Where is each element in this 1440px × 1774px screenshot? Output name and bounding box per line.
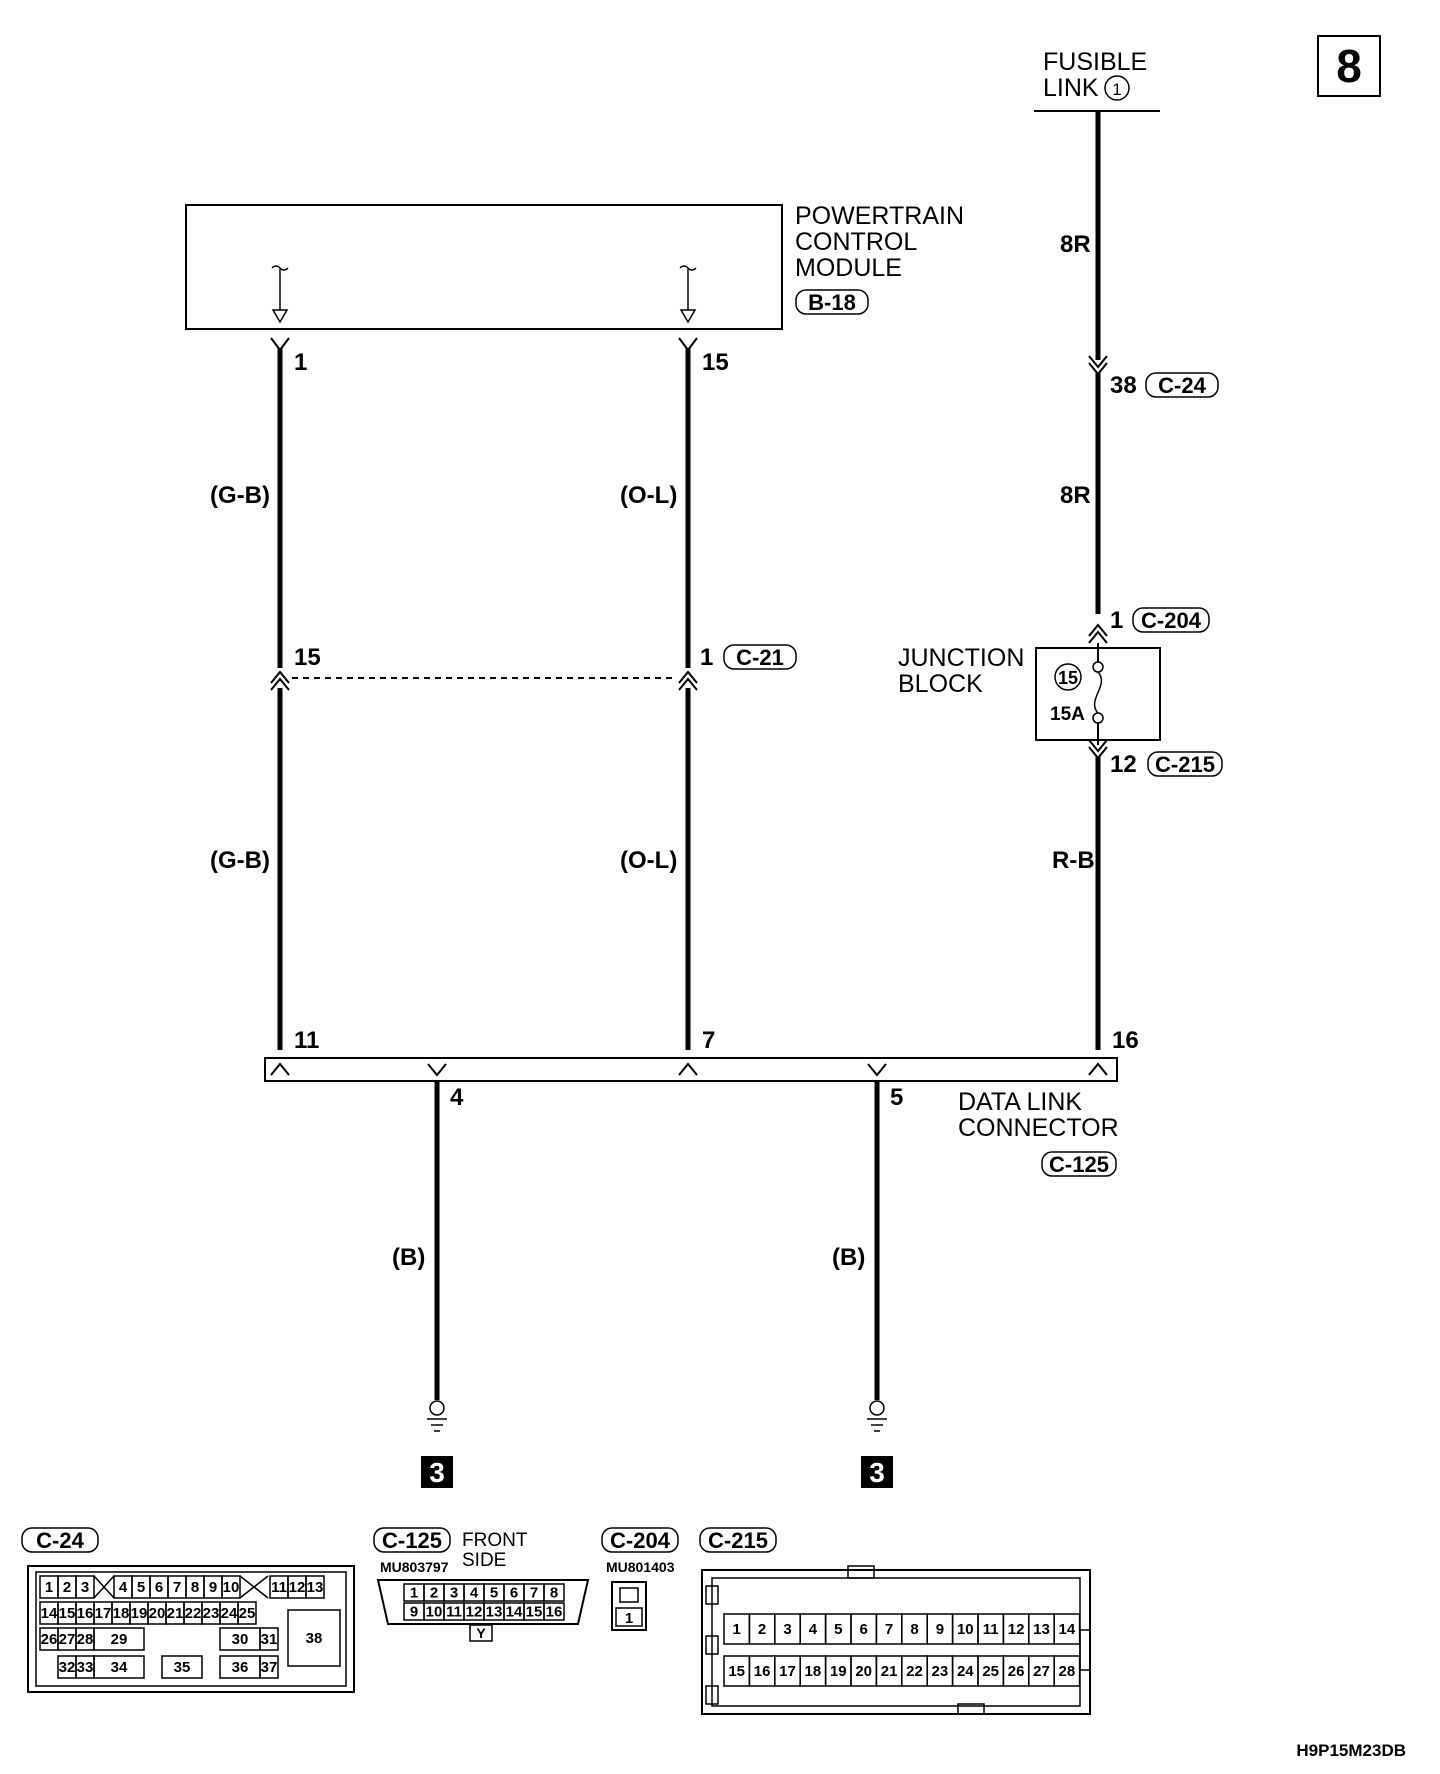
pcm-label-1: POWERTRAIN	[795, 202, 964, 230]
connector-pin-label: 15	[58, 1605, 76, 1622]
connector-pin-label: 9	[409, 1603, 419, 1621]
connector-pin-label: 8	[910, 1621, 919, 1638]
connector-pin-label: 16	[753, 1663, 771, 1680]
connector-pin-label: 23	[931, 1663, 949, 1680]
wire-fusible-link-to-dlc-pin16	[898, 111, 1222, 1054]
c125-face-label: C-125	[382, 1528, 442, 1553]
connector-pin-label: 16	[545, 1603, 563, 1621]
connector-pin-label: 3	[783, 1621, 792, 1638]
wire-color-ground-left: (B)	[392, 1244, 426, 1271]
connector-pin-label: 17	[94, 1605, 112, 1622]
connector-pin-label: 1	[409, 1584, 419, 1602]
connector-pin-label: 18	[112, 1605, 130, 1622]
connector-pin-label: 38	[305, 1630, 323, 1647]
dlc-pin-7: 7	[702, 1027, 716, 1054]
connector-pin-label: 11	[271, 1579, 287, 1596]
dlc-pin-4: 4	[450, 1084, 464, 1111]
connector-pin-label: 12	[465, 1603, 483, 1621]
connector-pin-label: 13	[485, 1603, 503, 1621]
connector-pin-label: 25	[982, 1663, 1000, 1680]
connector-pin-label: 11	[446, 1603, 462, 1621]
dlc-label-1: DATA LINK	[958, 1088, 1083, 1116]
ground-wire-pin5	[832, 1081, 903, 1488]
connector-pin-label: 20	[855, 1663, 873, 1680]
connector-pin-label: 9	[208, 1579, 218, 1596]
connector-pin-label: 16	[76, 1605, 94, 1622]
junction-block-label-2: BLOCK	[898, 670, 983, 698]
dlc-pin-16: 16	[1112, 1027, 1139, 1054]
connector-pin-label: 29	[110, 1631, 128, 1648]
connector-pin-label: 20	[148, 1605, 166, 1622]
connector-pin-label: 35	[173, 1659, 191, 1676]
connector-pin-label: 30	[231, 1631, 249, 1648]
connector-pin-label: 19	[130, 1605, 148, 1622]
pcm-label-3: MODULE	[795, 254, 902, 282]
connector-pin-label: 17	[779, 1663, 796, 1680]
wire-color-left-bottom: (G-B)	[210, 847, 270, 874]
connector-pin-label: 23	[202, 1605, 220, 1622]
jb-in-pin: 1	[1110, 607, 1124, 634]
connector-pin-label: 8	[190, 1579, 200, 1596]
connector-pin-label: 7	[529, 1584, 539, 1602]
connector-pin-label: 14	[505, 1603, 523, 1621]
fuse-number: 15	[1057, 668, 1079, 688]
fusible-link-label-2: LINK	[1043, 74, 1099, 102]
connector-pin-label: 7	[884, 1621, 894, 1638]
c21-pin-1: 1	[700, 644, 714, 671]
connector-pin-label: 14	[1058, 1621, 1076, 1638]
connector-pin-label: 4	[808, 1621, 818, 1638]
c215-connector-label: C-215	[1155, 752, 1215, 777]
connector-pin-label: 6	[859, 1621, 868, 1638]
connector-pin-label: 33	[76, 1659, 94, 1676]
pcm-connector-label: B-18	[808, 290, 856, 315]
c125-connector-label: C-125	[1049, 1152, 1109, 1177]
connector-pin-label: 36	[231, 1659, 249, 1676]
wire-color-ground-right: (B)	[832, 1244, 866, 1271]
page-number-box	[1318, 36, 1380, 96]
c21-pin-15: 15	[294, 644, 321, 671]
connector-pin-label: 15	[525, 1603, 543, 1621]
fusible-link	[1034, 48, 1160, 111]
c21-connector-label: C-21	[736, 645, 784, 670]
connector-pin-label: 11	[982, 1621, 999, 1638]
connector-pin-label: 7	[172, 1579, 182, 1596]
connector-pin-label: 6	[154, 1579, 164, 1596]
figure-code: H9P15M23DB	[1296, 1741, 1406, 1760]
connector-pin-label: 2	[429, 1584, 439, 1602]
connector-pin-label: 3	[80, 1579, 90, 1596]
connector-pin-label: 1	[732, 1621, 741, 1638]
connector-pin-label: 5	[489, 1584, 499, 1602]
fuse-rating: 15A	[1050, 704, 1085, 725]
c215-face-label: C-215	[708, 1528, 768, 1553]
connector-c204-face	[602, 1528, 678, 1630]
powertrain-control-module	[186, 202, 964, 329]
connector-c125-face	[374, 1528, 588, 1641]
wire-color-8r-top: 8R	[1060, 231, 1091, 258]
connector-pin-label: 27	[1033, 1663, 1050, 1680]
dlc-pin-5: 5	[890, 1084, 904, 1111]
connector-pin-label: 5	[136, 1579, 146, 1596]
wire-pcm-pin1-to-dlc-pin11	[210, 338, 321, 1054]
connector-pin-label: 26	[1007, 1663, 1025, 1680]
connector-pin-label: 21	[166, 1605, 184, 1622]
ground-wire-pin4	[392, 1081, 464, 1488]
wire-color-left-top: (G-B)	[210, 482, 270, 509]
c125-key: Y	[476, 1625, 486, 1641]
connector-pin-label: 27	[58, 1631, 76, 1648]
c24-face-label: C-24	[36, 1528, 84, 1553]
connector-pin-label: 4	[118, 1579, 128, 1596]
c125-side-label: SIDE	[462, 1550, 507, 1571]
pcm-pin-1: 1	[294, 349, 308, 376]
connector-c215-face	[700, 1528, 1090, 1714]
c125-front-label: FRONT	[462, 1530, 528, 1551]
connector-pin-label: 25	[238, 1605, 256, 1622]
ground-point-number: 3	[869, 1457, 885, 1488]
connector-pin-label: 10	[425, 1603, 443, 1621]
wire-color-mid-top: (O-L)	[620, 482, 678, 509]
connector-pin-label: 13	[1033, 1621, 1050, 1638]
connector-pin-label: 8	[549, 1584, 559, 1602]
jb-out-pin: 12	[1110, 751, 1137, 778]
blank-cavity-mark	[94, 1576, 114, 1598]
connector-pin-label: 22	[906, 1663, 923, 1680]
pcm-pin-15: 15	[702, 349, 729, 376]
connector-pin-label: 10	[956, 1621, 974, 1638]
c125-part-number: MU803797	[380, 1559, 449, 1575]
connector-pin-label: 12	[1007, 1621, 1025, 1638]
connector-pin-label: 24	[956, 1663, 974, 1680]
connector-pin-label: 2	[757, 1621, 767, 1638]
wire-color-8r-mid: 8R	[1060, 482, 1091, 509]
dlc-pin-11: 11	[294, 1027, 320, 1054]
connector-pin-label: 12	[288, 1579, 306, 1596]
connector-pin-label: 24	[220, 1605, 238, 1622]
connector-pin-label: 34	[110, 1659, 128, 1676]
connector-pin-label: 18	[804, 1663, 822, 1680]
connector-pin-label: 13	[306, 1579, 324, 1596]
connector-pin-label: 2	[62, 1579, 72, 1596]
connector-pin-label: 5	[834, 1621, 843, 1638]
fusible-link-number: 1	[1112, 80, 1122, 99]
c24-pin-38: 38	[1110, 372, 1137, 399]
c204-connector-label: C-204	[1141, 608, 1201, 633]
connector-pin-label: 32	[58, 1659, 76, 1676]
wire-color-rb: R-B	[1052, 847, 1095, 874]
connector-pin-label: 37	[260, 1659, 278, 1676]
connector-pin-label: 19	[829, 1663, 847, 1680]
data-link-connector	[265, 1058, 1119, 1177]
wire-pcm-pin15-to-dlc-pin7	[620, 338, 796, 1054]
connector-pin-label: 4	[469, 1584, 479, 1602]
connector-pin-label: 1	[44, 1579, 54, 1596]
wire-color-mid-bottom: (O-L)	[620, 847, 678, 874]
connector-pin-label: 9	[935, 1621, 945, 1638]
ground-point-number: 3	[429, 1457, 445, 1488]
connector-pin-label: 14	[40, 1605, 58, 1622]
junction-block-label-1: JUNCTION	[898, 644, 1025, 672]
connector-pin-label: 31	[260, 1631, 278, 1648]
connector-pin-label: 26	[40, 1631, 58, 1648]
connector-pin-label: 10	[222, 1579, 240, 1596]
connector-pin-label: 6	[509, 1584, 519, 1602]
connector-pin-label: 3	[449, 1584, 459, 1602]
connector-pin-label: 21	[880, 1663, 898, 1680]
c204-pin-1: 1	[624, 1610, 634, 1627]
c24-connector-label: C-24	[1158, 373, 1206, 398]
pcm-label-2: CONTROL	[795, 228, 918, 256]
dlc-label-2: CONNECTOR	[958, 1114, 1119, 1142]
connector-pin-label: 15	[728, 1663, 746, 1680]
c204-part-number: MU801403	[606, 1559, 675, 1575]
c204-face-label: C-204	[610, 1528, 670, 1553]
connector-pin-label: 28	[1058, 1663, 1076, 1680]
connector-pin-label: 28	[76, 1631, 94, 1648]
fusible-link-label: FUSIBLE	[1043, 48, 1148, 76]
blank-cavity-mark	[240, 1576, 268, 1598]
connector-c24-face	[22, 1528, 354, 1692]
connector-pin-label: 22	[184, 1605, 202, 1622]
page-number: 8	[1336, 40, 1362, 92]
